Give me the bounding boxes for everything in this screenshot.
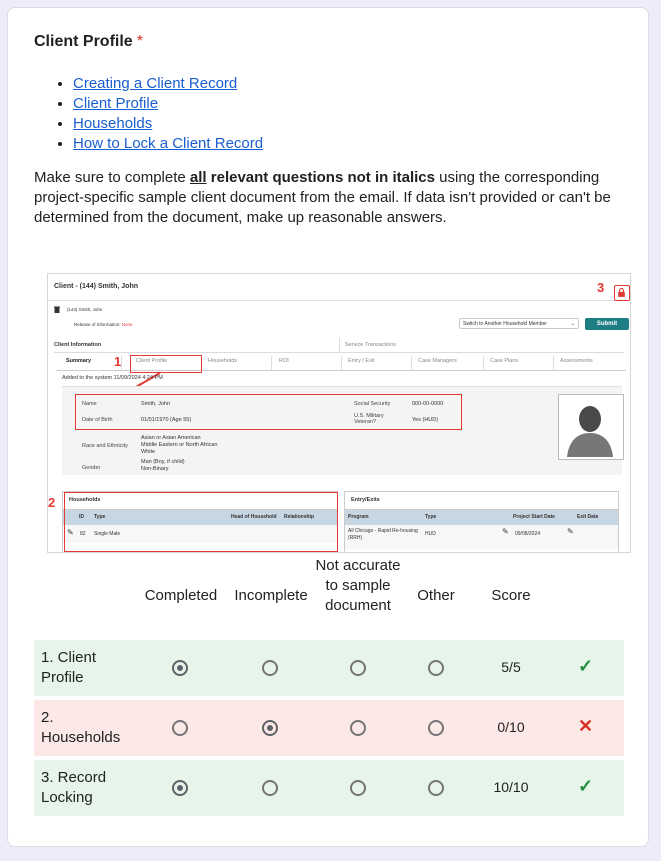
avatar [558,394,624,460]
question-card [7,7,649,847]
row-label-households: 2. Households [41,709,121,746]
annotation-3: 3 [597,280,605,295]
shot-switch-select: Switch to Another Household Member ⌄ [459,318,579,329]
shot-header-title: Client - (144) Smith, John [54,283,139,290]
col-incomplete: Incomplete [234,587,308,604]
radio-households-other[interactable] [428,720,444,736]
radio-client-profile-completed[interactable] [172,660,188,676]
radio-households-completed[interactable] [172,720,188,736]
col-not-accurate: Not accurate to sample document [315,557,401,614]
radio-client-profile-not-accurate[interactable] [350,660,366,676]
radio-client-profile-other[interactable] [428,660,444,676]
score-households: 0/10 [497,719,525,735]
sample-screenshot [47,273,631,553]
shot-submit-button: Submit [585,318,629,330]
shot-section-left: Client Information [54,342,102,348]
radio-record-locking-not-accurate[interactable] [350,780,366,796]
check-icon: ✓ [578,776,594,796]
col-score: Score [491,587,531,604]
col-other: Other [417,587,455,604]
cross-icon: ✕ [578,716,594,736]
link-households[interactable]: Households [73,115,153,132]
radio-record-locking-incomplete[interactable] [262,780,278,796]
help-links [34,74,263,154]
annotation-1: 1 [114,354,122,369]
radio-client-profile-incomplete[interactable] [262,660,278,676]
link-creating-client-record[interactable]: Creating a Client Record [73,75,238,92]
score-record-locking: 10/10 [493,779,529,795]
check-icon: ✓ [578,656,594,676]
shot-tabs: Summary Client Profile Households ROI Entry / Exit Case Managers Case Plans Assessments [56,356,626,371]
radio-record-locking-other[interactable] [428,780,444,796]
shot-households-table: Households ID Type Head of Household Relationship ✎ 82 Single Male [62,491,338,553]
required-marker: * [136,33,143,50]
highlight-households [64,492,338,552]
shot-client-line: (144) Smith, John [54,306,102,313]
shot-section-right: Service Transactions [345,342,397,348]
highlight-name-dob [75,394,462,430]
link-client-profile[interactable]: Client Profile [73,95,159,112]
radio-record-locking-completed[interactable] [172,780,188,796]
shot-profile-panel: Name Smith, John Date of Birth 01/01/1970 (Age 55) Social Security 000-00-0000 U.S. Military Veteran? Yes (HUD) Race and Ethnicity Asian or Asian American Middle Eastern or North African White Gender Man (Boy, if child) Non-Binary [62,386,622,475]
col-completed: Completed [144,587,218,604]
link-lock-client-record[interactable]: How to Lock a Client Record [73,135,264,152]
shot-release: Release of Information: None [74,322,133,327]
score-client-profile: 5/5 [501,659,521,675]
shot-entry-exits-table: Entry/Exits Program Type Project Start Date Exit Date All Chicago - Rapid Re-housing (RRH) HUD ✎ 09/08/2024 ✎ [344,491,619,553]
radio-households-incomplete[interactable] [262,720,278,736]
shot-added-text: Added to the system 11/09/2024 4:24 PM [62,375,163,381]
instructions: Make sure to complete all relevant questions not in italics using the corresponding project-specific sample client document from the email. If data isn't provided or can't be determined from the document, make up reasonable answers. [34,169,611,226]
row-label-record-locking: 3. Record Locking [41,769,107,806]
question-title: Client Profile * [34,33,143,50]
radio-households-not-accurate[interactable] [350,720,366,736]
row-label-client-profile: 1. Client Profile [41,649,97,686]
annotation-2: 2 [48,495,56,510]
